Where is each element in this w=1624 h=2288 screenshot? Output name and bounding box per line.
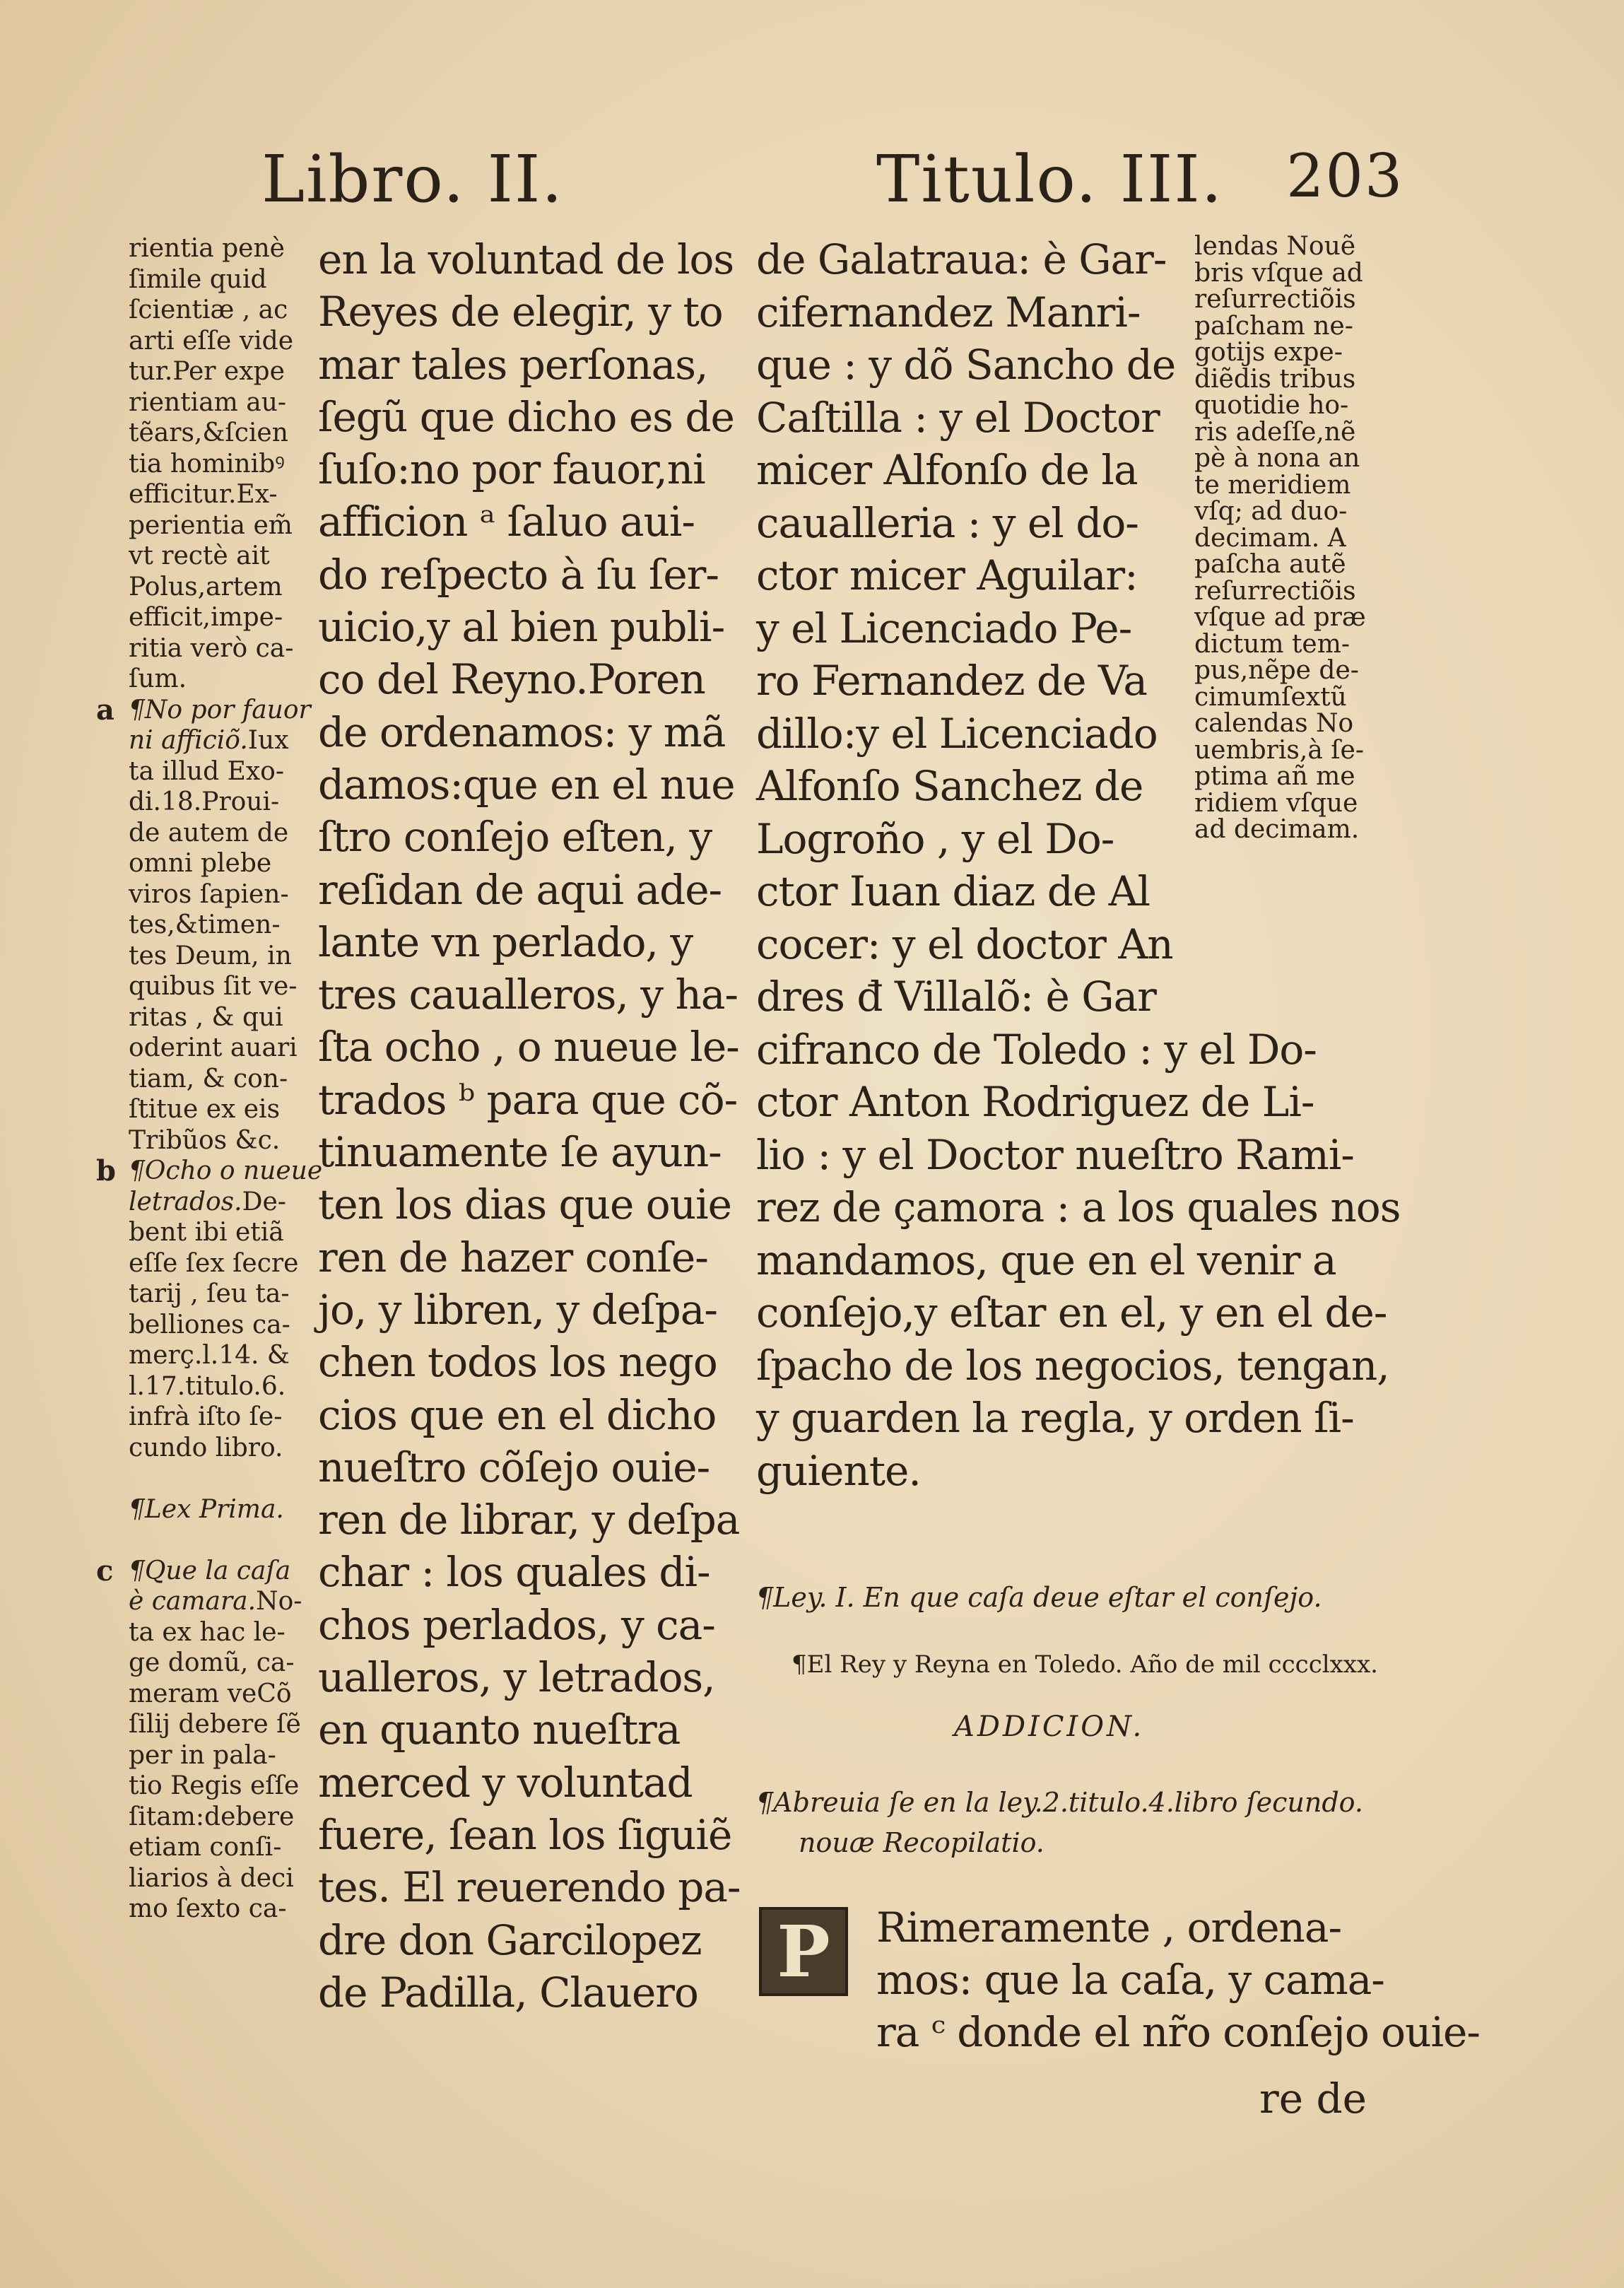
text-line: y el Licenciado Pe- [756, 604, 1132, 652]
gloss-text: cundo libro. [129, 1433, 283, 1462]
gloss-text: Polus,artem [129, 572, 283, 602]
gloss-line: reſurrectiõis [1194, 285, 1356, 314]
gloss-text: di.18.Proui- [129, 787, 280, 816]
text-line: Rimeramente , ordena- [876, 1903, 1342, 1952]
gloss-text: tiam, & con- [129, 1064, 288, 1093]
text-line: ſta ocho , o nueue le- [318, 1023, 739, 1072]
gloss-text: No- [256, 1587, 302, 1616]
gloss-line [129, 510, 295, 541]
gloss-line [129, 1648, 295, 1679]
gloss-line [129, 233, 295, 264]
gloss-line [129, 602, 295, 633]
gloss-line [129, 1802, 295, 1833]
gloss-line [129, 818, 295, 849]
text-line: micer Alfonſo de la [756, 446, 1138, 494]
gloss-lemma: ¶Que la caſa [129, 1556, 291, 1585]
text-line: ra ᶜ donde el nr̃o conſejo ouie- [876, 2008, 1480, 2056]
text-line: cifranco de Toledo : y el Do- [756, 1025, 1317, 1074]
text-line: char : los quales di- [318, 1548, 710, 1597]
gloss-line [129, 1709, 301, 1740]
text-line: fuere, ſean los ſiguiẽ [318, 1810, 732, 1859]
gloss-text: rientia penè [129, 234, 285, 263]
gloss-text: ritas , & qui [129, 1002, 283, 1032]
gloss-text: ta illud Exo- [129, 756, 285, 786]
gloss-text: Iux [247, 726, 289, 755]
gloss-line [129, 1279, 295, 1310]
text-line: ren de hazer conſe- [318, 1233, 708, 1281]
text-line: afficion ᵃ ſaluo aui- [318, 498, 695, 546]
text-line: que : y dõ Sancho de [756, 341, 1176, 389]
gloss-text: ritia verò ca- [129, 633, 294, 663]
gloss-line [129, 326, 295, 357]
gloss-text: ſum. [129, 664, 187, 693]
gloss-line [129, 1340, 295, 1371]
running-header-book: Libro. II. [261, 141, 564, 217]
text-line: Logroño , y el Do- [756, 814, 1114, 863]
gloss-line: te meridiem [1194, 470, 1351, 500]
text-line: conſejo,y eſtar en el, y en el de- [756, 1289, 1387, 1337]
main-text-column [318, 233, 741, 2019]
text-line: ren de librar, y deſpa [318, 1496, 740, 1544]
text-line: rez de çamora : a los quales nos [756, 1183, 1401, 1231]
gloss-lemma: letrados. [129, 1187, 242, 1216]
gloss-line [129, 1494, 295, 1525]
text-line: tinuamente ſe ayun- [318, 1128, 722, 1177]
law-date-note: ¶El Rey y Reyna en Toledo. Año de mil cccclxxx. [792, 1650, 1378, 1679]
gloss-line [96, 693, 311, 727]
text-line: chen todos los nego [318, 1338, 717, 1387]
text-line: do reſpecto à ſu ſer- [318, 550, 719, 599]
gloss-text: efficitur.Ex- [129, 480, 278, 509]
gloss-line: calendas No [1194, 709, 1354, 738]
gloss-text: arti eſſe vide [129, 326, 293, 356]
gloss-text: perientia em̃ [129, 510, 293, 540]
gloss-line [129, 449, 295, 480]
gloss-line: pus,nẽpe de- [1194, 656, 1359, 685]
gloss-text: De- [242, 1187, 286, 1216]
gloss-line [129, 1832, 295, 1863]
gloss-line [96, 1554, 295, 1588]
text-line: caualleria : y el do- [756, 498, 1138, 547]
gloss-line [129, 848, 295, 879]
gloss-text: vt rectè ait [129, 541, 270, 570]
gloss-text: ſilij debere ſẽ [129, 1710, 301, 1739]
gloss-line: ptima añ me [1194, 762, 1355, 791]
gloss-line: paſcha autẽ [1194, 550, 1346, 579]
gloss-text: tur.Per expe [129, 357, 285, 386]
catchword: re de [1259, 2075, 1367, 2123]
text-line: merced y voluntad [318, 1758, 693, 1807]
gloss-text: ſitam:debere [129, 1802, 295, 1831]
abreuia-note-line-2: nouæ Recopilatio. [799, 1827, 1045, 1858]
gloss-line [129, 1894, 295, 1925]
text-line: ſuſo:no por fauor,ni [318, 445, 705, 494]
gloss-line [129, 264, 295, 295]
gloss-text: per in pala- [129, 1740, 276, 1770]
text-line: dre don Garcilopez [318, 1916, 702, 1964]
text-line: cocer: y el doctor An [756, 920, 1173, 968]
gloss-text: de autem de [129, 818, 289, 847]
text-line: mar tales perſonas, [318, 340, 708, 389]
gloss-lemma: ¶No por fauor [129, 695, 311, 724]
gloss-line: uembris,à ſe- [1194, 735, 1365, 765]
gloss-line: vſq; ad duo- [1194, 497, 1348, 526]
text-line: de Galatraua: è Gar- [756, 235, 1167, 283]
text-line: nueſtro cõſejo ouie- [318, 1443, 710, 1491]
gloss-line [129, 295, 295, 326]
law-heading: ¶Ley. I. En que caſa deue eſtar el conſejo. [756, 1582, 1322, 1613]
gloss-text: tio Regis eſſe [129, 1771, 300, 1800]
gloss-line: gotijs expe- [1194, 338, 1343, 367]
text-line: trados ᵇ para que cõ- [318, 1075, 738, 1124]
gloss-text: tia hominibꝰ [129, 449, 285, 479]
gloss-text: oderint auari [129, 1033, 298, 1062]
text-line: Alfonſo Sanchez de [756, 762, 1143, 810]
gloss-line [96, 1154, 323, 1187]
text-line: ten los dias que ouie [318, 1180, 731, 1229]
gloss-line: decimam. A [1194, 523, 1346, 553]
gloss-text: etiam conſi- [129, 1833, 282, 1862]
text-line: tres caualleros, y ha- [318, 970, 738, 1019]
gloss-line [129, 1217, 295, 1248]
text-line: en la voluntad de los [318, 235, 734, 283]
gloss-line [129, 387, 295, 418]
gloss-line [129, 1371, 295, 1402]
gloss-line [129, 1525, 295, 1556]
gloss-text: eſſe ſex ſecre [129, 1248, 299, 1278]
gloss-line [129, 1463, 295, 1494]
gloss-line: reſurrectiõis [1194, 576, 1356, 606]
gloss-line: ris adeſſe,nẽ [1194, 417, 1356, 447]
gloss-line: pè à nona an [1194, 444, 1360, 473]
text-line: guiente. [756, 1446, 921, 1495]
gloss-lemma: ni afficiõ. [129, 726, 248, 755]
text-line: ualleros, y letrados, [318, 1653, 715, 1702]
text-line: dillo:y el Licenciado [756, 709, 1158, 758]
text-line: y guarden la regla, y orden ſi- [756, 1394, 1354, 1442]
gloss-line [129, 1617, 295, 1648]
gloss-text: ſtitue ex eis [129, 1095, 281, 1124]
gloss-line [129, 941, 295, 972]
gloss-text: efficit,impe- [129, 603, 283, 632]
gloss-line [129, 1064, 295, 1095]
gloss-line: cimumſextũ [1194, 682, 1347, 712]
gloss-line: dictum tem- [1194, 629, 1351, 659]
gloss-line: lendas Nouẽ [1194, 232, 1356, 261]
gloss-line [129, 971, 298, 1002]
text-line: uicio,y al bien publi- [318, 603, 725, 652]
gloss-line [129, 664, 295, 695]
gloss-text: liarios à deci [129, 1863, 294, 1893]
gloss-line [129, 1094, 295, 1125]
gloss-line [129, 756, 295, 787]
text-line: Caſtilla : y el Doctor [756, 393, 1160, 442]
gloss-line [129, 479, 295, 510]
gloss-line [129, 1771, 300, 1802]
abreuia-note-line-1: ¶Abreuia ſe en la ley.2.titulo.4.libro ſecundo. [756, 1787, 1363, 1818]
text-line: ſpacho de los negocios, tengan, [756, 1341, 1389, 1390]
text-line: chos perlados, y ca- [318, 1600, 715, 1649]
addicion-heading: ADDICION. [954, 1711, 1145, 1743]
text-line: cios que en el dicho [318, 1390, 717, 1439]
text-line: en quanto nueſtra [318, 1706, 681, 1754]
gloss-text: omni plebe [129, 849, 272, 878]
text-line: damos:que en el nue [318, 760, 735, 809]
running-header-title: Titulo. III. [876, 141, 1223, 217]
gloss-lemma: ¶Lex Prima. [129, 1494, 284, 1524]
text-line: dres đ Villalõ: è Gar [756, 973, 1156, 1021]
gloss-line: ridiem vſque [1194, 788, 1358, 818]
text-line: jo, y libren, y deſpa- [318, 1285, 717, 1334]
gloss-text: merç.l.14. & [129, 1341, 290, 1370]
gloss-line [129, 725, 295, 756]
gloss-line [129, 1433, 295, 1464]
page-number: 203 [1286, 141, 1404, 211]
gloss-line [129, 356, 295, 387]
text-line: lante vn perlado, y [318, 917, 693, 966]
text-line: ſtro conſejo eſten, y [318, 813, 712, 862]
gloss-line [129, 1402, 295, 1433]
gloss-line [129, 1740, 295, 1771]
text-line: mos: que la caſa, y cama- [876, 1956, 1384, 2004]
gloss-text: viros ſapien- [129, 879, 289, 909]
gloss-line: bris vſque ad [1194, 258, 1363, 288]
gloss-line [129, 1125, 295, 1156]
note-marker: a [96, 693, 114, 727]
text-line: ro Fernandez de Va [756, 657, 1147, 705]
gloss-text: tes Deum, in [129, 941, 292, 970]
gloss-line [129, 787, 295, 818]
text-line: mandamos, que en el venir a [756, 1236, 1336, 1284]
gloss-text: bent ibi etiã [129, 1218, 284, 1247]
gloss-line [129, 879, 295, 910]
gloss-text: ta ex hac le- [129, 1617, 286, 1647]
gloss-line [129, 633, 295, 664]
gloss-line: ad decimam. [1194, 815, 1360, 844]
gloss-line [129, 541, 295, 572]
gloss-line [129, 1679, 295, 1710]
gloss-line [129, 1187, 295, 1218]
gloss-line [129, 1248, 299, 1279]
note-marker: b [96, 1154, 116, 1187]
gloss-text: ge domũ, ca- [129, 1648, 295, 1677]
gloss-text: ſimile quid [129, 264, 267, 294]
text-line: lio : y el Doctor nueſtro Rami- [756, 1130, 1354, 1179]
closing-text [876, 1901, 1480, 2058]
text-line: co del Reyno.Poren [318, 655, 705, 704]
gloss-line [129, 910, 295, 941]
gloss-line: paſcham ne- [1194, 311, 1353, 341]
text-line: ctor micer Aguilar: [756, 551, 1138, 599]
gloss-line: vſque ad præ [1194, 603, 1366, 632]
gloss-line [129, 572, 295, 603]
gloss-lemma: ¶Ocho o nueue [129, 1156, 323, 1185]
gloss-text: ſcientiæ , ac [129, 295, 288, 324]
gloss-text: Tribũos &c. [129, 1125, 281, 1155]
gloss-line [129, 1586, 302, 1617]
gloss-line [129, 1310, 295, 1341]
gloss-text: rientiam au- [129, 387, 287, 417]
text-line: cifernandez Manri- [756, 288, 1141, 336]
text-line: de ordenamos: y mã [318, 708, 726, 756]
gloss-text: quibus ſit ve- [129, 972, 298, 1001]
right-margin-gloss [1194, 233, 1371, 843]
gloss-text: belliones ca- [129, 1310, 290, 1339]
gloss-text: tẽars,&ſcien [129, 418, 288, 447]
gloss-text: infrà iſto ſe- [129, 1402, 283, 1431]
gloss-text: l.17.titulo.6. [129, 1371, 286, 1401]
left-margin-gloss [96, 233, 323, 1925]
gloss-line [129, 1033, 298, 1064]
gloss-text: meram veCõ [129, 1679, 292, 1708]
note-marker: c [96, 1554, 114, 1588]
gloss-line [129, 1002, 295, 1033]
gloss-line: diẽdis tribus [1194, 364, 1356, 394]
gloss-line [129, 1863, 295, 1894]
text-line: ctor Iuan diaz de Al [756, 867, 1151, 915]
text-line: tes. El reuerendo pa- [318, 1863, 741, 1912]
text-line: de Padilla, Clauero [318, 1968, 698, 2017]
text-line: reſidan de aqui ade- [318, 865, 722, 914]
gloss-line [129, 418, 295, 449]
text-line: Reyes de elegir, y to [318, 288, 723, 336]
decorated-initial: P [759, 1907, 848, 1996]
gloss-text: mo ſexto ca- [129, 1894, 287, 1923]
gloss-lemma: è camara. [129, 1587, 257, 1616]
gloss-text: tes,&timen- [129, 910, 281, 939]
text-line: ſegũ que dicho es de [318, 392, 734, 441]
gloss-line: quotidie ho- [1194, 391, 1349, 420]
text-line: ctor Anton Rodriguez de Li- [756, 1078, 1314, 1126]
gloss-text: tarij , ſeu ta- [129, 1279, 290, 1308]
